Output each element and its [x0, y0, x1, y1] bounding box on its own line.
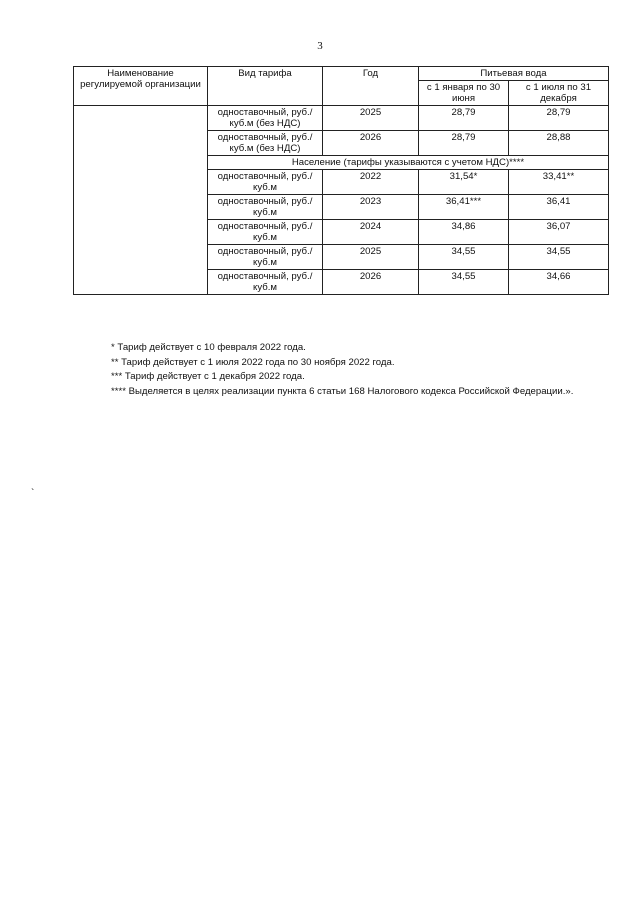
year-cell: 2023 — [323, 195, 419, 220]
footnote: * Тариф действует с 10 февраля 2022 года. — [111, 342, 306, 353]
stray-mark: ` — [31, 488, 35, 499]
period-1-value: 28,79 — [419, 131, 509, 156]
header-period-2: с 1 июля по 31 декабря — [509, 81, 609, 106]
footnotes — [73, 341, 608, 399]
header-water: Питьевая вода — [419, 67, 609, 81]
tariff-type-cell: одноставочный, руб./куб.м — [208, 195, 323, 220]
table-row — [74, 106, 609, 131]
year-cell: 2024 — [323, 220, 419, 245]
year-cell: 2025 — [323, 106, 419, 131]
header-org-name: Наименование регулируемой организации — [74, 67, 208, 106]
tariff-type-cell: одноставочный, руб./куб.м — [208, 270, 323, 295]
year-cell: 2026 — [323, 270, 419, 295]
tariff-type-cell: одноставочный, руб./куб.м — [208, 245, 323, 270]
footnote: ** Тариф действует с 1 июля 2022 года по 30 ноября 2022 года. — [111, 356, 395, 368]
period-2-value: 36,41 — [509, 195, 609, 220]
period-2-value: 28,88 — [509, 131, 609, 156]
tariff-type-cell: одноставочный, руб./куб.м (без НДС) — [208, 131, 323, 156]
tariff-type-cell: одноставочный, руб./куб.м (без НДС) — [208, 106, 323, 131]
header-period-1: с 1 января по 30 июня — [419, 81, 509, 106]
header-year: Год — [323, 67, 419, 106]
org-name-cell — [74, 106, 208, 295]
period-1-value: 36,41*** — [419, 195, 509, 220]
footnote: *** Тариф действует с 1 декабря 2022 года. — [111, 371, 305, 382]
year-cell: 2025 — [323, 245, 419, 270]
period-1-value: 34,55 — [419, 270, 509, 295]
footnote: **** Выделяется в целях реализации пункта 6 статьи 168 Налогового кодекса Российской Федерации.». — [111, 385, 574, 397]
year-cell: 2022 — [323, 170, 419, 195]
period-1-value: 28,79 — [419, 106, 509, 131]
period-2-value: 28,79 — [509, 106, 609, 131]
tariff-table — [73, 66, 609, 295]
tariff-type-cell: одноставочный, руб./куб.м — [208, 170, 323, 195]
period-2-value: 34,66 — [509, 270, 609, 295]
period-1-value: 34,86 — [419, 220, 509, 245]
period-1-value: 34,55 — [419, 245, 509, 270]
period-2-value: 34,55 — [509, 245, 609, 270]
table-header-row — [74, 67, 609, 81]
period-2-value: 36,07 — [509, 220, 609, 245]
year-cell: 2026 — [323, 131, 419, 156]
tariff-type-cell: одноставочный, руб./куб.м — [208, 220, 323, 245]
period-2-value: 33,41** — [509, 170, 609, 195]
period-1-value: 31,54* — [419, 170, 509, 195]
page-number: 3 — [317, 40, 323, 52]
population-note: Население (тарифы указываются с учетом НДС)**** — [208, 156, 609, 170]
header-tariff-type: Вид тарифа — [208, 67, 323, 106]
